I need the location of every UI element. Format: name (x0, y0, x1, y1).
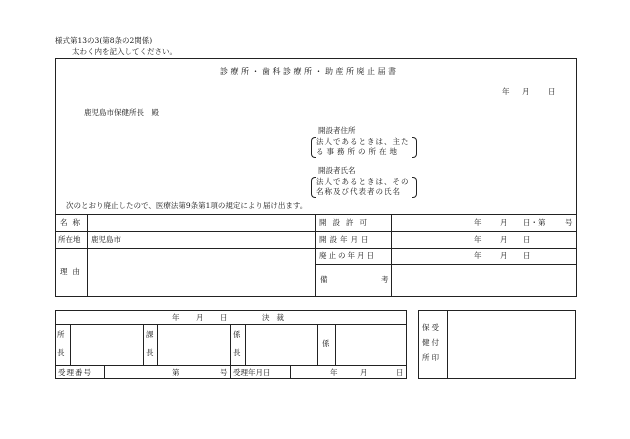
table-row-line-2 (55, 248, 577, 249)
receipt-no-go: 号 (220, 368, 228, 377)
open-year: 年 (474, 235, 482, 244)
approval-col-5 (245, 324, 246, 365)
receipt-year: 年 (330, 368, 338, 377)
table-col-line-2 (315, 214, 316, 297)
receipt-col-1 (104, 365, 105, 379)
open-day: 日 (523, 235, 531, 244)
staff-label: 係 (322, 339, 330, 348)
location-value: 鹿児島市 (91, 235, 121, 244)
remarks-label-2: 考 (381, 275, 389, 284)
approval-day: 日 (220, 313, 228, 322)
form-title: 診療所・歯科診療所・助産所廃止届書 (220, 67, 399, 76)
table-row-line-1 (55, 231, 577, 232)
sub-label-1: 係 (233, 330, 241, 339)
close-day: 日 (523, 251, 531, 260)
approval-line-2 (55, 365, 407, 366)
section-label-2: 長 (146, 348, 154, 357)
seal-box (418, 310, 576, 379)
founder-name-note-2: 名称及び代表者の氏名 (316, 187, 401, 196)
approval-col-4 (230, 324, 231, 365)
date-month: 月 (522, 87, 530, 96)
statement: 次のとおり廃止したので、医療法第9条第1項の規定により届け出ます。 (66, 201, 308, 210)
founder-name-label: 開設者氏名 (318, 166, 356, 175)
approval-year: 年 (172, 313, 180, 322)
founder-address-label: 開設者住所 (318, 126, 356, 135)
permit-month: 月 (500, 218, 508, 227)
date-day: 日 (548, 87, 556, 96)
open-month: 月 (500, 235, 508, 244)
receipt-day: 日 (396, 368, 404, 377)
reason-label: 理由 (60, 267, 85, 276)
section-label-1: 課 (146, 330, 154, 339)
instruction-text: 太わく内を記入してください。 (72, 47, 177, 56)
approval-month: 月 (196, 313, 204, 322)
approval-col-7 (335, 324, 336, 365)
receipt-col-2 (230, 365, 231, 379)
addressee: 鹿児島市保健所長 殿 (84, 108, 159, 117)
chief-label-2: 長 (57, 348, 65, 357)
location-label: 所在地 (58, 235, 81, 244)
table-col-line-1 (87, 214, 88, 297)
approval-col-1 (70, 324, 71, 365)
bracket-right-name (412, 177, 417, 198)
seal-label-3: 所印 (422, 353, 441, 362)
chief-label-1: 所 (57, 330, 65, 339)
date-year: 年 (502, 87, 510, 96)
table-top-line (55, 214, 577, 215)
receipt-date-label: 受理年月日 (233, 368, 271, 377)
close-month: 月 (500, 251, 508, 260)
close-date-label: 廃止の年月日 (319, 251, 376, 260)
sub-label-2: 長 (233, 348, 241, 357)
seal-box-divider (447, 310, 448, 379)
seal-label-2: 健付 (422, 338, 441, 347)
receipt-month: 月 (360, 368, 368, 377)
founder-address-note-1: 法人であるときは、主た (316, 137, 410, 146)
permit-year: 年 (474, 218, 482, 227)
approval-decision: 決裁 (262, 313, 291, 322)
form-number: 様式第13の3(第8条の2関係) (55, 36, 153, 45)
approval-box (55, 310, 407, 379)
seal-label-1: 保受 (422, 323, 441, 332)
permit-number: 号 (565, 218, 573, 227)
bracket-right-address (412, 137, 417, 158)
table-col-line-3 (391, 214, 392, 297)
table-row-line-3 (315, 264, 577, 265)
permit-label: 開設許可 (319, 218, 373, 227)
founder-address-note-2: る事務所の所在地 (316, 147, 400, 156)
permit-day-no: 日・第 (523, 218, 546, 227)
receipt-no-label: 受理番号 (58, 368, 92, 377)
name-label: 名称 (60, 218, 85, 227)
open-date-label: 開設年月日 (319, 235, 372, 244)
approval-line-1 (55, 324, 407, 325)
approval-col-6 (317, 324, 318, 365)
receipt-col-3 (290, 365, 291, 379)
remarks-label-1: 備 (320, 275, 328, 284)
receipt-no-dai: 第 (172, 368, 180, 377)
approval-col-2 (143, 324, 144, 365)
approval-col-3 (157, 324, 158, 365)
close-year: 年 (474, 251, 482, 260)
founder-name-note-1: 法人であるときは、その (316, 177, 410, 186)
